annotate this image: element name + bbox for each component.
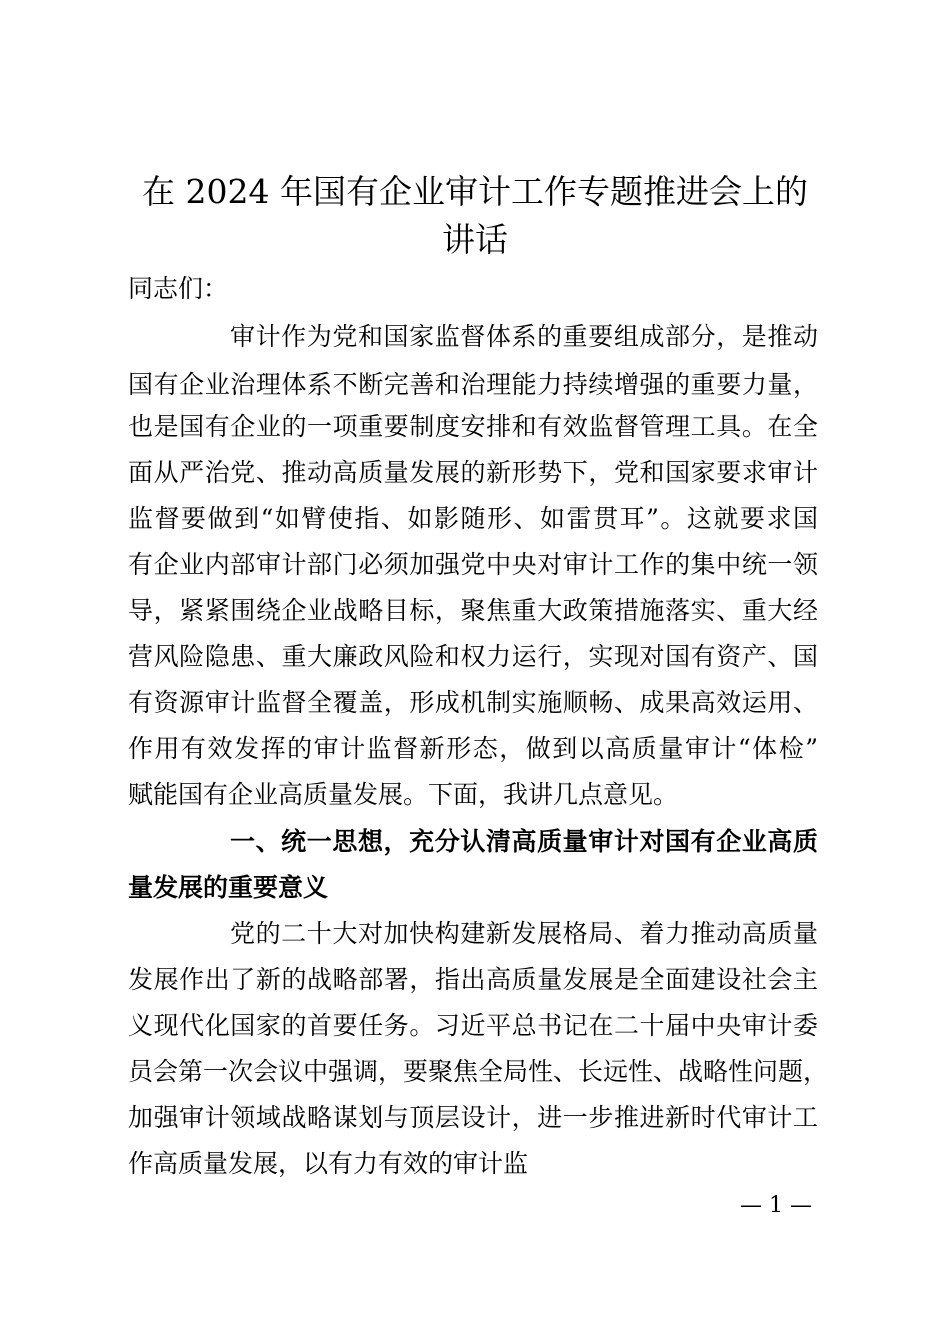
para1-line: 有资源审计监督全覆盖，形成机制实施顺畅、成果高效运用、 (128, 688, 818, 717)
para1-line: 营风险隐患、重大廉政风险和权力运行，实现对国有资产、国 (128, 642, 818, 671)
para2-line: 党的二十大对加快构建新发展格局、着力推动高质量 (230, 919, 818, 948)
para1-line: 审计作为党和国家监督体系的重要组成部分，是推动 (230, 322, 818, 351)
document-title (128, 168, 822, 264)
para2-line: 发展作出了新的战略部署，指出高质量发展是全面建设社会主 (128, 965, 818, 994)
para1-line: 面从严治党、推动高质量发展的新形势下，党和国家要求审计 (128, 458, 818, 487)
para1-line: 也是国有企业的一项重要制度安排和有效监督管理工具。在全 (128, 412, 818, 441)
title-line-2: 讲话 (442, 220, 508, 259)
para2-line: 员会第一次会议中强调，要聚焦全局性、长远性、战略性问题， (128, 1057, 829, 1086)
para1-line: 有企业内部审计部门必须加强党中央对审计工作的集中统一领 (128, 550, 818, 579)
para1-line: 赋能国有企业高质量发展。下面，我讲几点意见。 (128, 780, 679, 809)
section-heading-line: 一、统一思想，充分认清高质量审计对国有企业高质 (230, 827, 818, 856)
para1-line: 作用有效发挥的审计监督新形态，做到以高质量审计“体检” (128, 734, 818, 763)
para1-line: 国有企业治理体系不断完善和治理能力持续增强的重要力量， (128, 370, 818, 399)
para1-line: 监督要做到“如臂使指、如影随形、如雷贯耳”。这就要求国 (128, 504, 818, 533)
page-number: — 1 — (740, 1193, 812, 1218)
salutation: 同志们： (128, 274, 229, 303)
title-line-1: 在 2024 年国有企业审计工作专题推进会上的 (142, 172, 808, 211)
para2-line: 作高质量发展，以有力有效的审计监 (128, 1149, 529, 1178)
para2-line: 义现代化国家的首要任务。习近平总书记在二十届中央审计委 (128, 1011, 818, 1040)
section-heading-line: 量发展的重要意义 (128, 873, 329, 902)
para2-line: 加强审计领域战略谋划与顶层设计，进一步推进新时代审计工 (128, 1103, 818, 1132)
para1-line: 导，紧紧围绕企业战略目标，聚焦重大政策措施落实、重大经 (128, 596, 818, 625)
